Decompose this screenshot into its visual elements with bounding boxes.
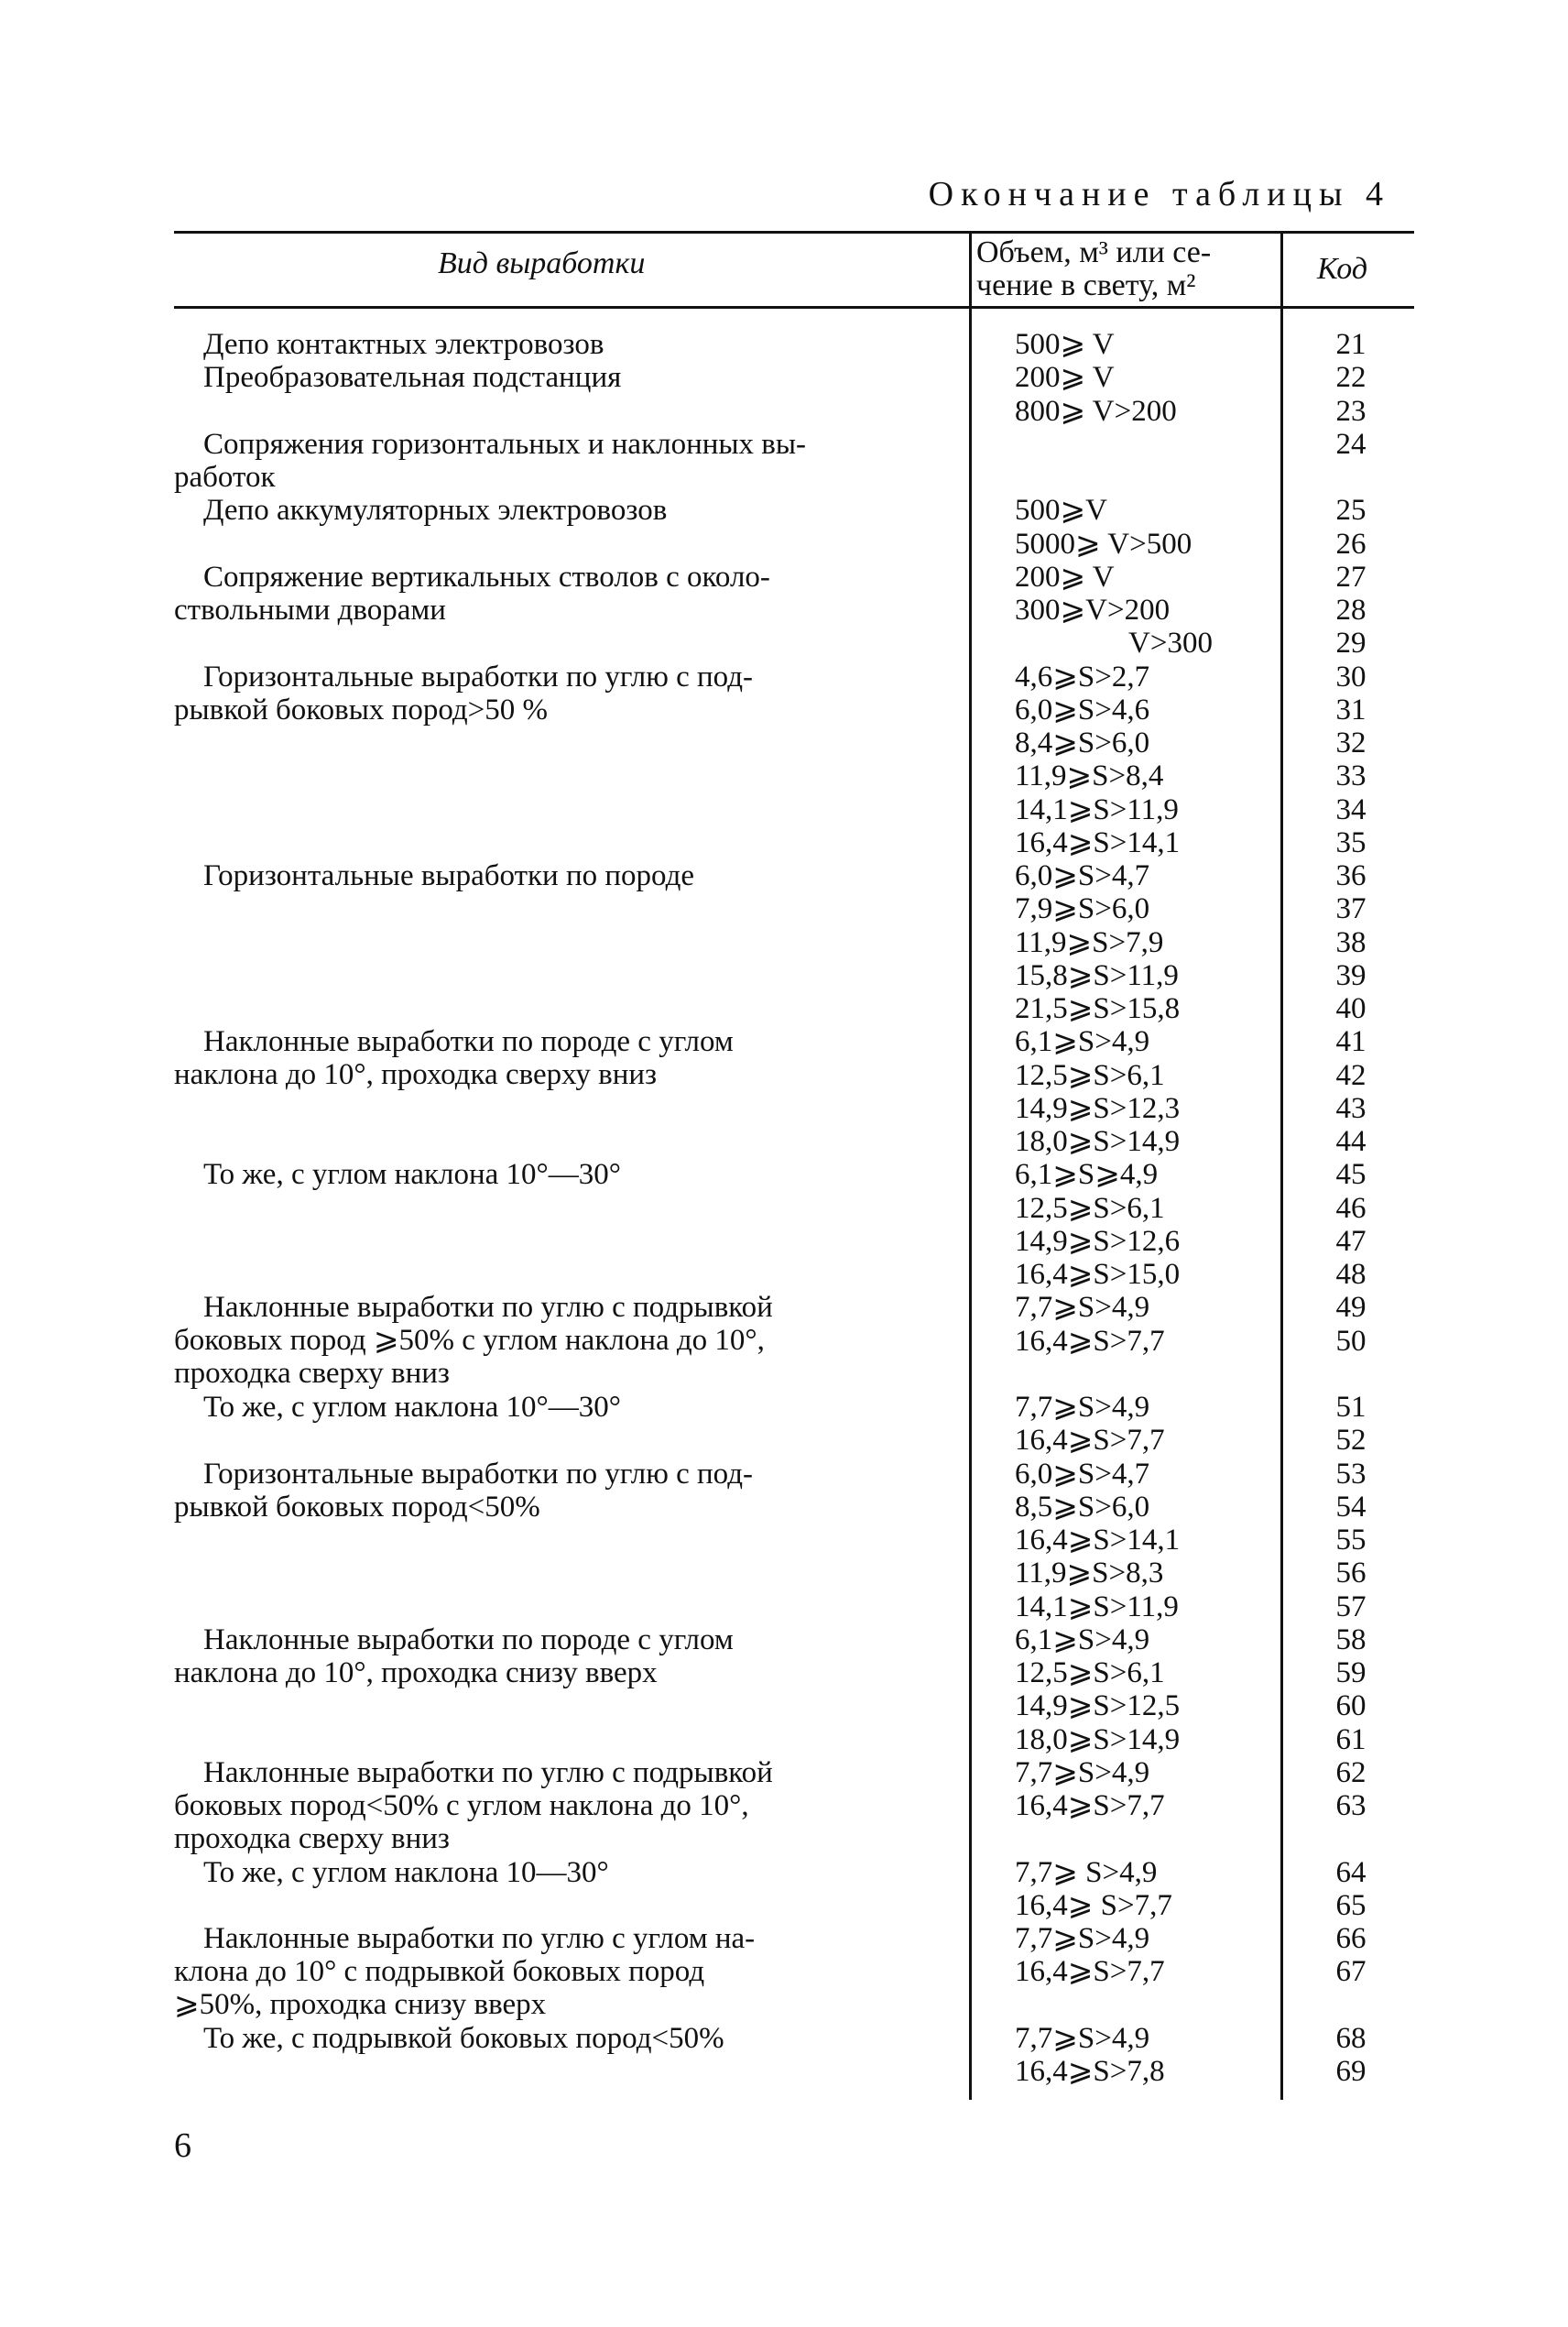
header-code: Код — [1317, 252, 1368, 286]
code-value: 62 — [1335, 1755, 1367, 1789]
description-line: наклона до 10°, проходка сверху вниз — [174, 1058, 658, 1092]
code-value: 49 — [1335, 1291, 1367, 1325]
volume-value: 16,4⩾S>15,0 — [1015, 1258, 1181, 1291]
description-line: Наклонные выработки по породе с углом — [203, 1622, 734, 1656]
description-line: ствольными дворами — [174, 593, 446, 627]
row-description — [174, 1922, 969, 2021]
description-line: Горизонтальные выработки по породе — [203, 859, 695, 892]
code-value: 69 — [1335, 2055, 1367, 2088]
volume-value: 16,4⩾S>14,1 — [1015, 825, 1181, 859]
table-caption: Окончание таблицы 4 — [928, 175, 1390, 213]
code-value: 27 — [1335, 560, 1367, 594]
description-line: То же, с углом наклона 10°—30° — [203, 1391, 621, 1424]
description-line: Сопряжение вертикальных стволов с около- — [203, 560, 770, 594]
volume-value: 200⩾ V — [1015, 560, 1115, 594]
row-description — [174, 2022, 969, 2055]
code-value: 55 — [1335, 1524, 1367, 1557]
code-value: 38 — [1335, 925, 1367, 959]
code-value: 53 — [1335, 1457, 1367, 1491]
code-value: 58 — [1335, 1622, 1367, 1656]
volume-value: 500⩾ V — [1015, 328, 1115, 361]
volume-value: 14,9⩾S>12,5 — [1015, 1689, 1181, 1723]
volume-value: 18,0⩾S>14,9 — [1015, 1722, 1181, 1756]
volume-value: 11,9⩾S>7,9 — [1015, 925, 1164, 959]
description-line: клона до 10° с подрывкой боковых пород — [174, 1955, 705, 1988]
code-value: 57 — [1335, 1590, 1367, 1623]
volume-value: 6,0⩾S>4,7 — [1015, 859, 1150, 892]
code-value: 45 — [1335, 1158, 1367, 1192]
volume-value: V>300 — [1128, 627, 1213, 661]
code-value: 59 — [1335, 1656, 1367, 1689]
volume-value: 16,4⩾S>7,7 — [1015, 1789, 1165, 1822]
description-line: То же, с углом наклона 10—30° — [203, 1855, 609, 1889]
code-value: 56 — [1335, 1557, 1367, 1590]
description-line: Сопряжения горизонтальных и наклонных вы- — [203, 427, 807, 461]
code-value: 42 — [1335, 1058, 1367, 1092]
volume-value: 12,5⩾S>6,1 — [1015, 1656, 1165, 1689]
description-line: То же, с подрывкой боковых пород<50% — [203, 2021, 724, 2055]
volume-value: 16,4⩾ S>7,7 — [1015, 1888, 1172, 1922]
description-line: наклона до 10°, проходка снизу вверх — [174, 1655, 658, 1689]
code-value: 60 — [1335, 1689, 1367, 1723]
row-description — [174, 1025, 969, 1091]
description-line: Депо аккумуляторных электровозов — [203, 494, 668, 528]
code-value: 25 — [1335, 494, 1367, 528]
code-value: 46 — [1335, 1191, 1367, 1225]
row-description — [174, 661, 969, 727]
volume-value: 7,7⩾ S>4,9 — [1015, 1855, 1158, 1889]
code-value: 66 — [1335, 1922, 1367, 1955]
volume-value: 15,8⩾S>11,9 — [1015, 958, 1179, 992]
volume-value: 16,4⩾S>7,8 — [1015, 2055, 1165, 2088]
description-line: Горизонтальные выработки по углю с под- — [203, 660, 753, 694]
row-description — [174, 561, 969, 627]
description-line: боковых пород<50% с углом наклона до 10°, — [174, 1788, 749, 1822]
volume-value: 8,5⩾S>6,0 — [1015, 1490, 1150, 1524]
description-line: рывкой боковых пород<50% — [174, 1490, 540, 1524]
description-line: Наклонные выработки по углю с подрывкой — [203, 1755, 773, 1789]
volume-value: 4,6⩾S>2,7 — [1015, 660, 1150, 694]
row-description — [174, 361, 969, 394]
volume-value: 7,7⩾S>4,9 — [1015, 2021, 1150, 2055]
code-value: 32 — [1335, 727, 1367, 759]
code-value: 30 — [1335, 660, 1367, 694]
volume-value: 7,9⩾S>6,0 — [1015, 892, 1150, 926]
row-description — [174, 1391, 969, 1424]
code-value: 47 — [1335, 1224, 1367, 1258]
row-description — [174, 1291, 969, 1390]
code-value: 54 — [1335, 1490, 1367, 1524]
volume-value: 6,0⩾S>4,6 — [1015, 693, 1150, 727]
volume-value: 7,7⩾S>4,9 — [1015, 1391, 1150, 1424]
code-value: 43 — [1335, 1091, 1367, 1125]
code-value: 52 — [1335, 1424, 1367, 1458]
volume-value: 14,1⩾S>11,9 — [1015, 792, 1179, 826]
description-line: рывкой боковых пород>50 % — [174, 693, 549, 727]
volume-value: 6,0⩾S>4,7 — [1015, 1457, 1150, 1491]
code-value: 36 — [1335, 859, 1367, 892]
volume-value: 11,9⩾S>8,4 — [1015, 759, 1164, 793]
row-description — [174, 428, 969, 494]
volume-value: 6,1⩾S>4,9 — [1015, 1025, 1150, 1059]
volume-value: 11,9⩾S>8,3 — [1015, 1557, 1164, 1590]
row-description — [174, 1856, 969, 1889]
volume-value: 800⩾ V>200 — [1015, 394, 1177, 428]
volume-value: 8,4⩾S>6,0 — [1015, 727, 1150, 759]
column-separator-1 — [969, 231, 972, 2100]
code-value: 29 — [1335, 627, 1367, 661]
code-value: 50 — [1335, 1324, 1367, 1358]
code-value: 51 — [1335, 1391, 1367, 1424]
row-description — [174, 1458, 969, 1524]
code-value: 61 — [1335, 1722, 1367, 1756]
code-value: 68 — [1335, 2021, 1367, 2055]
description-line: проходка сверху вниз — [174, 1357, 450, 1391]
code-value: 22 — [1335, 361, 1367, 395]
volume-value: 500⩾V — [1015, 494, 1107, 528]
code-value: 44 — [1335, 1125, 1367, 1158]
volume-value: 14,9⩾S>12,6 — [1015, 1224, 1181, 1258]
volume-value: 6,1⩾S>4,9 — [1015, 1622, 1150, 1656]
volume-value: 7,7⩾S>4,9 — [1015, 1291, 1150, 1325]
page-number: 6 — [174, 2126, 191, 2165]
description-line: Горизонтальные выработки по углю с под- — [203, 1457, 753, 1491]
volume-value: 16,4⩾S>14,1 — [1015, 1524, 1181, 1557]
description-line: работок — [174, 460, 276, 494]
code-value: 41 — [1335, 1025, 1367, 1059]
header-volume-line1: Объем, м³ или се- — [976, 235, 1212, 269]
header-volume-line2: чение в свету, м² — [976, 268, 1196, 302]
table-top-rule — [174, 231, 1414, 234]
header-work-type: Вид выработки — [438, 246, 646, 280]
description-line: Депо контактных электровозов — [203, 328, 604, 361]
row-description — [174, 494, 969, 527]
code-value: 40 — [1335, 992, 1367, 1025]
code-value: 26 — [1335, 527, 1367, 561]
volume-value: 7,7⩾S>4,9 — [1015, 1922, 1150, 1955]
row-description — [174, 1623, 969, 1689]
volume-value: 16,4⩾S>7,7 — [1015, 1424, 1165, 1458]
volume-value: 18,0⩾S>14,9 — [1015, 1125, 1181, 1158]
code-value: 39 — [1335, 958, 1367, 992]
description-line: Наклонные выработки по породе с углом — [203, 1025, 734, 1059]
description-line: Наклонные выработки по углю с углом на- — [203, 1922, 756, 1955]
description-line: Наклонные выработки по углю с подрывкой — [203, 1291, 773, 1325]
volume-value: 21,5⩾S>15,8 — [1015, 992, 1181, 1025]
code-value: 63 — [1335, 1789, 1367, 1822]
code-value: 23 — [1335, 394, 1367, 428]
code-value: 24 — [1335, 427, 1367, 461]
code-value: 31 — [1335, 693, 1367, 727]
volume-value: 16,4⩾S>7,7 — [1015, 1955, 1165, 1989]
volume-value: 7,7⩾S>4,9 — [1015, 1755, 1150, 1789]
code-value: 67 — [1335, 1955, 1367, 1989]
code-value: 21 — [1335, 328, 1367, 361]
code-value: 34 — [1335, 792, 1367, 826]
volume-value: 5000⩾ V>500 — [1015, 527, 1192, 561]
description-line: Преобразовательная подстанция — [203, 361, 622, 395]
row-description — [174, 859, 969, 892]
row-description — [174, 328, 969, 361]
code-value: 33 — [1335, 759, 1367, 793]
code-value: 64 — [1335, 1855, 1367, 1889]
volume-value: 200⩾ V — [1015, 361, 1115, 395]
code-value: 28 — [1335, 594, 1367, 627]
code-value: 35 — [1335, 825, 1367, 859]
description-line: ⩾50%, проходка снизу вверх — [174, 1988, 547, 2021]
volume-value: 12,5⩾S>6,1 — [1015, 1191, 1165, 1225]
volume-value: 6,1⩾S⩾4,9 — [1015, 1158, 1159, 1192]
description-line: боковых пород ⩾50% с углом наклона до 10°, — [174, 1324, 765, 1358]
row-description — [174, 1158, 969, 1191]
volume-value: 16,4⩾S>7,7 — [1015, 1324, 1165, 1358]
code-value: 65 — [1335, 1888, 1367, 1922]
code-value: 48 — [1335, 1258, 1367, 1291]
volume-value: 12,5⩾S>6,1 — [1015, 1058, 1165, 1092]
volume-value: 300⩾V>200 — [1015, 594, 1171, 627]
header-bottom-rule — [174, 306, 1414, 309]
volume-value: 14,1⩾S>11,9 — [1015, 1590, 1179, 1623]
volume-value: 14,9⩾S>12,3 — [1015, 1091, 1181, 1125]
description-line: проходка сверху вниз — [174, 1821, 450, 1855]
code-value: 37 — [1335, 892, 1367, 926]
description-line: То же, с углом наклона 10°—30° — [203, 1158, 621, 1192]
row-description — [174, 1756, 969, 1855]
